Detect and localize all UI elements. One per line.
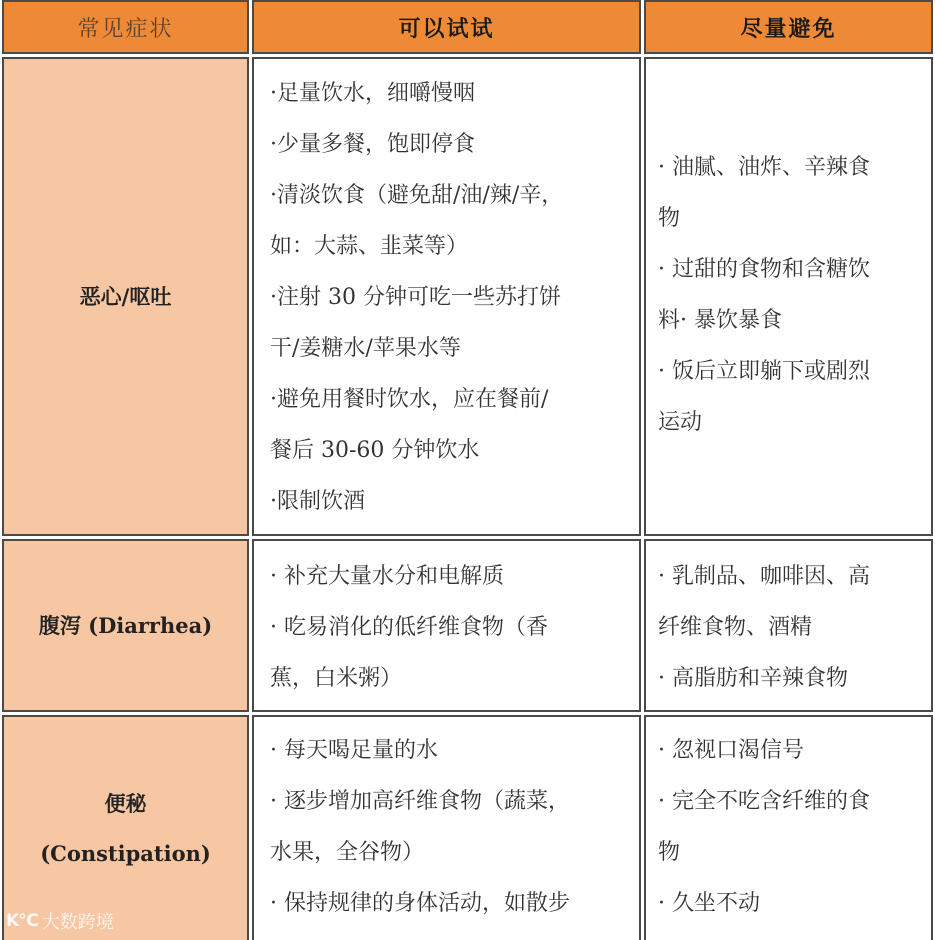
avoid-line: · 乳制品、咖啡因、高 — [658, 564, 870, 589]
watermark-text: 大数跨境 — [41, 912, 114, 933]
avoid-line: · 过甜的食物和含糖饮 — [658, 257, 870, 282]
watermark — [6, 908, 114, 934]
symptom-cell-constipation — [2, 715, 249, 940]
try-line: ·清淡饮食（避免甜/油/辣/辛， — [270, 183, 564, 208]
avoid-line: · 油腻、油炸、辛辣食 — [658, 155, 870, 180]
avoid-cell-nausea — [644, 57, 933, 536]
try-line: · 补充大量水分和电解质 — [270, 564, 504, 589]
header-avoid-cell — [644, 0, 933, 54]
symptom-label-line: 便秘 — [104, 790, 147, 816]
symptom-label: 腹泻 (Diarrhea) — [38, 612, 213, 638]
symptom-cell-diarrhea — [2, 539, 249, 712]
avoid-cell-diarrhea — [644, 539, 933, 712]
try-line: ·限制饮酒 — [270, 489, 365, 514]
try-line: 餐后 30-60 分钟饮水 — [270, 438, 480, 463]
header-try: 可以试试 — [398, 15, 495, 42]
avoid-line: 料· 暴饮暴食 — [658, 308, 782, 333]
avoid-line: · 忽视口渴信号 — [658, 738, 804, 763]
try-line: · 逐步增加高纤维食物（蔬菜， — [270, 789, 570, 814]
try-cell-nausea — [252, 57, 641, 536]
symptom-label: 恶心/呕吐 — [79, 283, 172, 309]
header-try-cell — [252, 0, 641, 54]
try-line: 蕉，白米粥） — [270, 666, 403, 691]
try-line: · 每天喝足量的水 — [270, 738, 438, 763]
avoid-line: 纤维食物、酒精 — [658, 615, 813, 640]
header-avoid: 尽量避免 — [740, 15, 837, 42]
try-line: 水果，全谷物） — [270, 840, 425, 865]
try-line: · 保持规律的身体活动，如散步 — [270, 891, 570, 916]
symptom-label-line: (Constipation) — [40, 840, 211, 866]
try-line: ·注射 30 分钟可吃一些苏打饼 — [270, 285, 561, 310]
header-symptom: 常见症状 — [77, 16, 174, 42]
avoid-line: 运动 — [658, 410, 703, 435]
try-line: ·足量饮水，细嚼慢咽 — [270, 81, 475, 106]
avoid-line: · 完全不吃含纤维的食 — [658, 789, 870, 814]
try-line: · 吃易消化的低纤维食物（香 — [270, 615, 548, 640]
header-symptom-cell — [2, 0, 249, 54]
try-line: ·避免用餐时饮水，应在餐前/ — [270, 387, 549, 412]
try-line: ·少量多餐，饱即停食 — [270, 132, 475, 157]
watermark-logo-icon: K℃ — [6, 911, 38, 931]
avoid-line: · 久坐不动 — [658, 891, 760, 916]
try-cell-constipation — [252, 715, 641, 940]
try-cell-diarrhea — [252, 539, 641, 712]
symptom-cell-nausea — [2, 57, 249, 536]
avoid-line: · 高脂肪和辛辣食物 — [658, 666, 848, 691]
avoid-line: 物 — [658, 840, 681, 865]
avoid-line: 物 — [658, 206, 681, 231]
try-line: 如：大蒜、韭菜等） — [270, 234, 469, 259]
symptom-label — [40, 779, 211, 879]
avoid-cell-constipation — [644, 715, 933, 940]
avoid-line: · 饭后立即躺下或剧烈 — [658, 359, 870, 384]
try-line: 干/姜糖水/苹果水等 — [270, 336, 461, 361]
